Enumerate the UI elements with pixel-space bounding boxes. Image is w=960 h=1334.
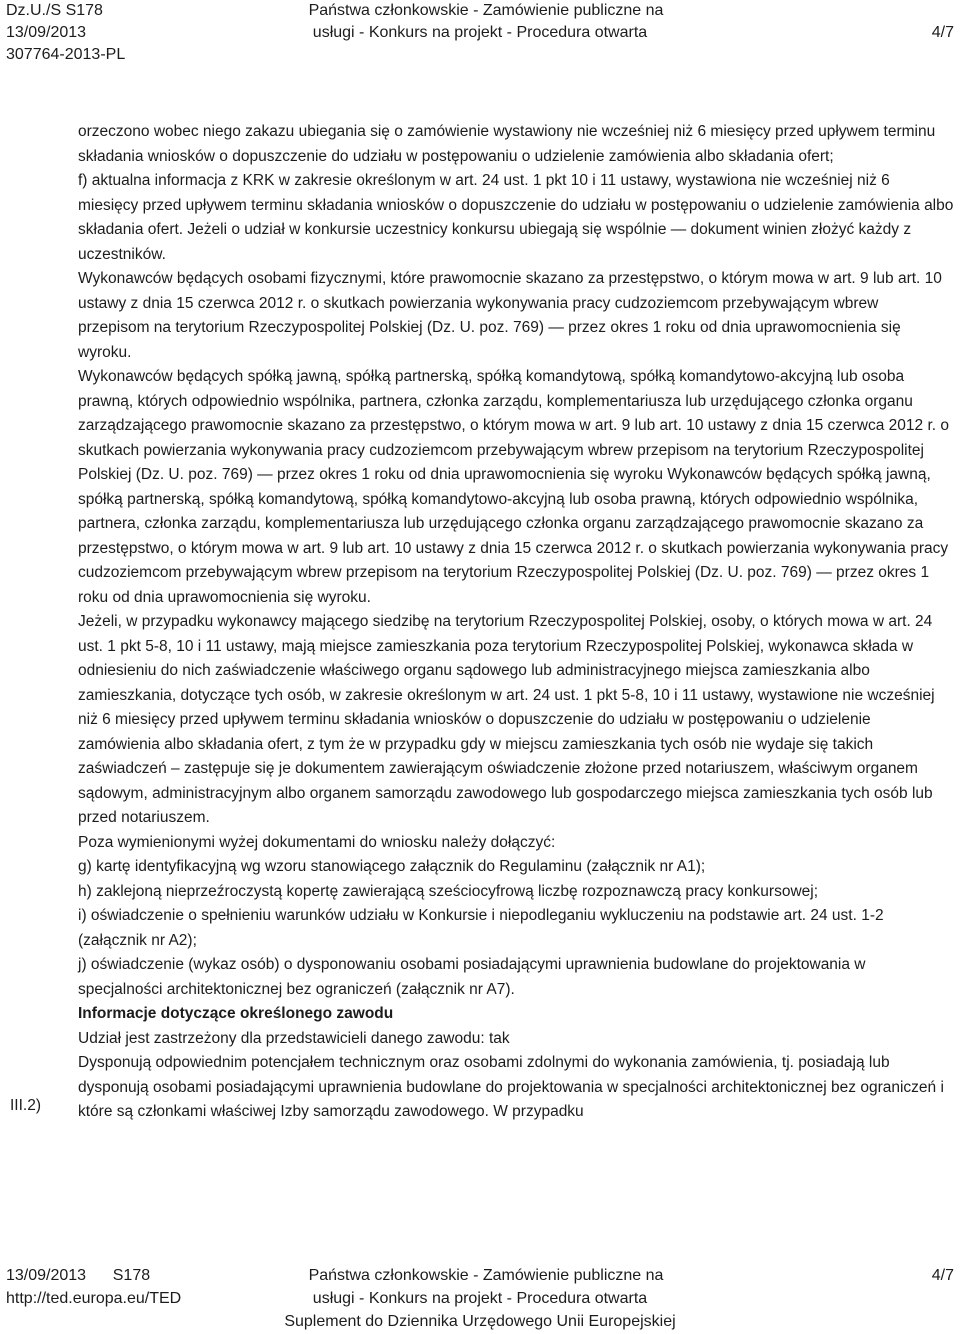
footer-title-line2: usługi - Konkurs na projekt - Procedura otwarta: [312, 1290, 648, 1307]
footer-series: S178: [112, 1267, 151, 1284]
header-page-number: 4/7: [931, 24, 954, 41]
paragraph: g) kartę identyfikacyjną wg wzoru stanowiącego załącznik do Regulaminu (załącznik nr A1);: [78, 858, 706, 875]
paragraph: Wykonawców będących osobami fizycznymi, które prawomocnie skazano za przestępstwo, o którym mowa w art. 9 lub art. 10 ustawy z dnia 15 czerwca 2012 r. o skutkach powierzania wykonywania pracy cudzoziemcom przebywającym wbrew przepisom na terytorium Rzeczypospolitej Polskiej (Dz. U. poz. 769) — przez okres 1 roku od dnia uprawomocnienia się wyroku.: [78, 270, 942, 361]
paragraph: Jeżeli, w przypadku wykonawcy mającego siedzibę na terytorium Rzeczypospolitej Polskiej, osoby, o których mowa w art. 24 ust. 1 pkt 5-8, 10 i 11 ustawy, mają miejsce zamieszkania poza terytorium Rzeczypospolitej Polskiej, wykonawca składa w odniesieniu do nich zaświadczenie właściwego organu sądowego lub administracyjnego miejsca zamieszkania albo zamieszkania, dotyczące tych osób, w zakresie określonym w art. 24 ust. 1 pkt 5-8, 10 i 11 ustawy, wystawione nie wcześniej niż 6 miesięcy przed upływem terminu składania wniosków o dopuszczenie do udziału w postępowaniu o udzielenie zamówienia albo składania ofert, z tym że w przypadku gdy w miejscu zamieszkania tych osób nie wydaje się takich zaświadczeń – zastępuje się je dokumentem zawierającym oświadczenie złożone przed notariuszem, właściwym organem sądowym, administracyjnym albo organem samorządu zawodowego lub gospodarczego miejsca zamieszkania tych osób lub przed notariuszem.: [78, 613, 935, 826]
paragraph: f) aktualna informacja z KRK w zakresie określonym w art. 24 ust. 1 pkt 10 i 11 ustawy, wystawiona nie wcześniej niż 6 miesięcy przed upływem terminu składania wniosków o dopuszczenie do udziału w postępowaniu o udzielenie zamówienia albo składania ofert. Jeżeli o udział w konkursie uczestnicy konkursu ubiegają się wspólnie — dokument winien złożyć każdy z uczestników.: [78, 172, 954, 263]
paragraph: h) zaklejoną nieprzeźroczystą kopertę zawierającą sześciocyfrową liczbę rozpoznawczą pracy konkursowej;: [78, 882, 819, 900]
paragraph: i) oświadczenie o spełnieniu warunków udziału w Konkursie i niepodleganiu wykluczeniu na podstawie art. 24 ust. 1-2 (załącznik nr A2);: [78, 907, 884, 949]
footer-center: [0, 1264, 960, 1333]
journal-ref: Dz.U./S S178: [6, 2, 103, 19]
main-content: [78, 120, 954, 1125]
footer-title-line3: Suplement do Dziennika Urzędowego Unii Europejskiej: [284, 1313, 676, 1330]
paragraph: orzeczono wobec niego zakazu ubiegania się o zamówienie wystawiony nie wcześniej niż 6 miesięcy przed upływem terminu składania wniosków o dopuszczenie do udziału w postępowaniu o udzielenie zamówienia albo składania ofert;: [78, 123, 936, 165]
section-number: III.2): [10, 1097, 42, 1114]
header-center: [0, 0, 960, 44]
header-title-line1: Państwa członkowskie - Zamówienie publiczne na: [308, 2, 664, 19]
paragraph: j) oświadczenie (wykaz osób) o dysponowaniu osobami posiadającymi uprawnienia budowlane do projektowania w specjalności architektonicznej bez ograniczeń (załącznik nr A7).: [78, 956, 866, 998]
page-header: [0, 0, 960, 80]
paragraph: Dysponują odpowiednim potencjałem technicznym oraz osobami zdolnymi do wykonania zamówienia, tj. posiadają lub dysponują osobami posiadającymi uprawnienia budowlane do projektowania w specjalności architektonicznej bez ograniczeń i które są członkami właściwej Izby samorządu zawodowego. W przypadku: [78, 1054, 944, 1120]
page-footer: [0, 1264, 960, 1334]
section-heading: Informacje dotyczące określonego zawodu: [78, 1005, 394, 1022]
footer-page-number: 4/7: [931, 1267, 954, 1284]
header-title-line2: usługi - Konkurs na projekt - Procedura otwarta: [312, 24, 648, 41]
paragraph: Poza wymienionymi wyżej dokumentami do wniosku należy dołączyć:: [78, 833, 556, 851]
footer-title-line1: Państwa członkowskie - Zamówienie publiczne na: [308, 1267, 664, 1284]
footer-date: 13/09/2013: [6, 1267, 87, 1284]
notice-id: 307764-2013-PL: [6, 46, 126, 63]
footer-url[interactable]: http://ted.europa.eu/TED: [6, 1290, 182, 1307]
header-date: 13/09/2013: [6, 24, 87, 41]
paragraph: Udział jest zastrzeżony dla przedstawicieli danego zawodu: tak: [78, 1029, 510, 1047]
paragraph: Wykonawców będących spółką jawną, spółką partnerską, spółką komandytową, spółką komandytowo-akcyjną lub osoba prawną, których odpowiednio wspólnika, partnera, członka zarządu, komplementariusza lub urzędującego członka organu zarządzającego prawomocnie skazano za przestępstwo, o którym mowa w art. 9 lub art. 10 ustawy z dnia 15 czerwca 2012 r. o skutkach powierzania wykonywania pracy cudzoziemcom przebywającym wbrew przepisom na terytorium Rzeczypospolitej Polskiej (Dz. U. poz. 769) — przez okres 1 roku od dnia uprawomocnienia się wyroku Wykonawców będących spółką jawną, spółką partnerską, spółką komandytową, spółką komandytowo-akcyjną lub osoba prawną, których odpowiednio wspólnika, partnera, członka zarządu, komplementariusza lub urzędującego członka organu zarządzającego prawomocnie skazano za przestępstwo, o którym mowa w art. 9 lub art. 10 ustawy z dnia 15 czerwca 2012 r. o skutkach powierzania wykonywania pracy cudzoziemcom przebywającym wbrew przepisom na terytorium Rzeczypospolitej Polskiej (Dz. U. poz. 769) — przez okres 1 roku od dnia uprawomocnienia się wyroku.: [78, 368, 950, 606]
